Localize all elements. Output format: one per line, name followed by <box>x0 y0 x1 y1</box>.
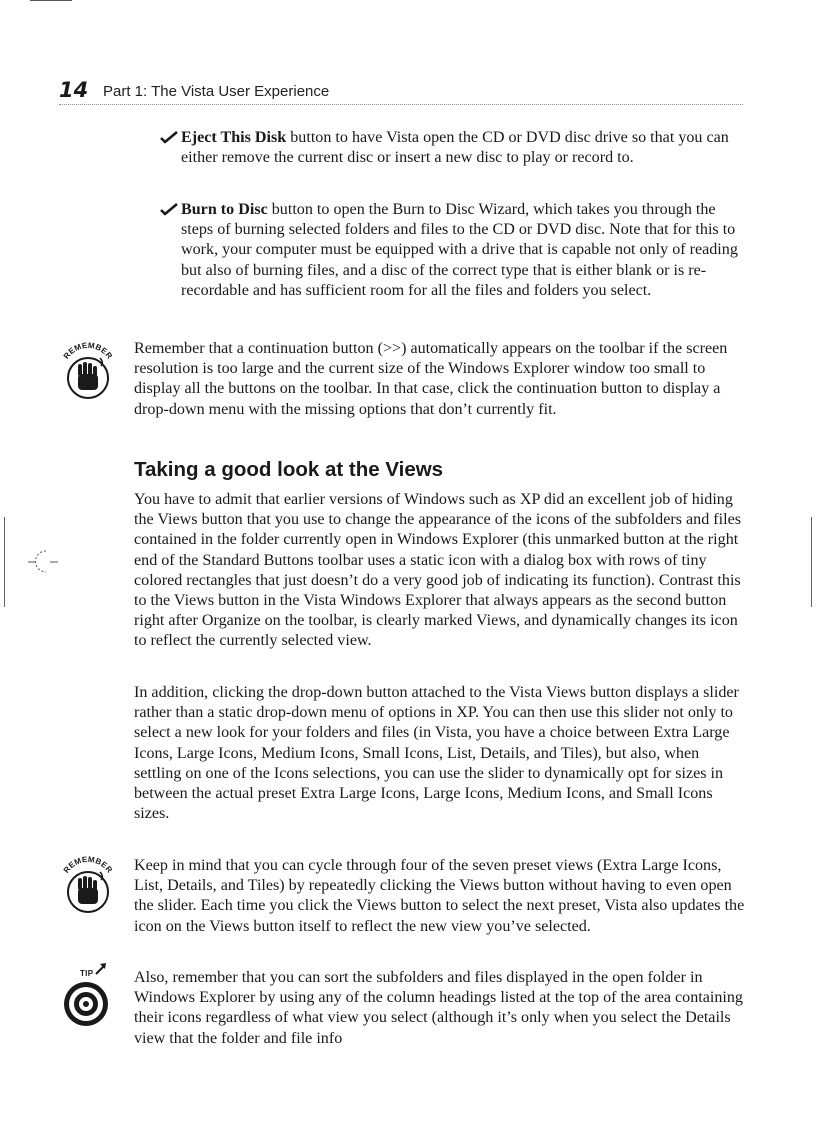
bullet-text: button to have Vista open the CD or DVD disc drive so that you can either remove the current disc or insert a new disc to play or record to. <box>181 129 729 167</box>
remember-note-views-cycle <box>134 856 746 937</box>
remember-icon <box>54 852 122 920</box>
bullet-bold-label: Burn to Disc <box>181 201 268 218</box>
registration-mark-icon <box>28 548 58 574</box>
bullet-bold-label: Eject This Disk <box>181 129 287 146</box>
paragraph-views-1 <box>134 490 746 652</box>
crop-mark-right <box>811 517 812 607</box>
bullet-text: button to open the Burn to Disc Wizard, which takes you through the steps of burning selected folders and files to the CD or DVD disc. Note that for this to work, your computer must be equipped with a drive that is capable not only of reading but also of burning files, and a disc of the correct type that is either blank or is re-recordable and has sufficient room for all the files and folders you select. <box>181 201 738 299</box>
svg-text:REMEMBER: REMEMBER <box>61 854 115 875</box>
crop-mark-top <box>30 0 72 1</box>
checkmark-bullet-icon <box>160 201 178 217</box>
paragraph-text: You have to admit that earlier versions of Windows such as XP did an excellent job of hiding the Views button that you use to change the appearance of the icons of the subfolders and files contained in the folder currently open in Windows Explorer (this unmarked button at the right end of the Standard Buttons toolbar uses a static icon with a dialog box with rows of tiny colored rectangles that just doesn’t do a very good job of indicating its function). Contrast this to the Views button in the Vista Windows Explorer that always appears as the second button right after Organize on the toolbar, is clearly marked Views, and dynamically changes its icon to reflect the currently selected view. <box>134 491 741 650</box>
bullet-item-burn <box>160 200 746 301</box>
page-number: 14 <box>59 78 89 102</box>
page-header <box>59 78 743 105</box>
remember-text: Keep in mind that you can cycle through four of the seven preset views (Extra Large Icons, List, Details, and Tiles) by repeatedly clicking the Views button without having to even open the slider. Each time you click the Views button to select the next preset, Vista also updates the icon on the Views button itself to reflect the new view you’ve selected. <box>134 857 745 935</box>
paragraph-views-2 <box>134 683 746 824</box>
crop-mark-left <box>4 517 5 607</box>
svg-text:TIP: TIP <box>80 969 94 978</box>
running-head: Part 1: The Vista User Experience <box>103 83 330 100</box>
tip-note-sorting <box>134 968 746 1049</box>
checkmark-bullet-icon <box>160 129 178 145</box>
svg-text:REMEMBER: REMEMBER <box>61 340 115 361</box>
tip-target-icon <box>60 962 124 1032</box>
bullet-item-eject <box>160 128 746 168</box>
paragraph-text: In addition, clicking the drop-down button attached to the Vista Views button displays a slider rather than a static drop-down menu of options in XP. You can then use this slider not only to select a new look for your folders and files (in Vista, you have a choice between Extra Large Icons, Large Icons, Medium Icons, Small Icons, List, Details, and Tiles), but also, when settling on one of the Icons selections, you can use the slider to dynamically opt for sizes in between the actual preset Extra Large Icons, Large Icons, Medium Icons, and Small Icons sizes. <box>134 684 739 823</box>
section-heading: Taking a good look at the Views <box>134 458 444 481</box>
remember-text: Remember that a continuation button (>>) automatically appears on the toolbar if the screen resolution is too large and the current size of the Windows Explorer window too small to display all the buttons on the toolbar. In that case, click the continuation button to display a drop-down menu with the missing options that don’t currently fit. <box>134 340 728 418</box>
remember-note-continuation <box>134 339 746 420</box>
remember-icon <box>54 338 122 406</box>
tip-text: Also, remember that you can sort the subfolders and files displayed in the open folder in Windows Explorer by using any of the column headings listed at the top of the area containing their icons regardless of what view you select (although it’s only when you select the Details view that the folder and file info <box>134 969 743 1047</box>
